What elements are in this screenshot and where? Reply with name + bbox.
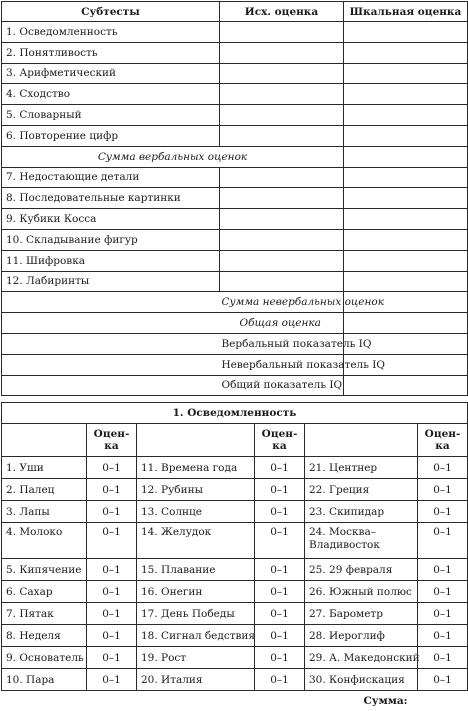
total-score-label: Общая оценка xyxy=(220,313,344,334)
subtest-name: 6. Повторение цифр xyxy=(2,125,220,146)
item-score: 0–1 xyxy=(255,603,305,625)
item-score: 0–1 xyxy=(418,581,468,603)
subtest-name-scaled-cell[interactable] xyxy=(344,271,468,292)
subtest-name: 5. Словарный xyxy=(2,105,220,126)
subtest-row xyxy=(2,167,468,188)
subtest-name-scaled-cell[interactable] xyxy=(344,105,468,126)
iq-label-value-cell[interactable] xyxy=(344,375,468,396)
subtests-body xyxy=(2,22,468,396)
information-item-row xyxy=(2,559,468,581)
summary-blank xyxy=(2,375,220,396)
item-score: 0–1 xyxy=(255,457,305,479)
subtest-name-scaled-cell[interactable] xyxy=(344,229,468,250)
subtest-name-scaled-cell[interactable] xyxy=(344,167,468,188)
item-score: 0–1 xyxy=(418,479,468,501)
subtest-name: 8. Последовательные картинки xyxy=(2,188,220,209)
information-item-row xyxy=(2,669,468,691)
information-body xyxy=(2,403,468,711)
subtest-row xyxy=(2,63,468,84)
subtest-name: 9. Кубики Косса xyxy=(2,209,220,230)
item-score: 0–1 xyxy=(418,669,468,691)
subtest-name-scaled-cell[interactable] xyxy=(344,42,468,63)
subtest-name-raw-cell[interactable] xyxy=(220,22,344,43)
subtest-row xyxy=(2,22,468,43)
iq-label: Общий показатель IQ xyxy=(220,375,344,396)
information-title: 1. Осведомленность xyxy=(2,403,468,424)
summary-row xyxy=(2,313,468,334)
subtest-name-raw-cell[interactable] xyxy=(220,125,344,146)
subtest-row xyxy=(2,271,468,292)
information-item-row xyxy=(2,501,468,523)
item-name: 11. Времена года xyxy=(137,457,255,479)
subtest-row xyxy=(2,125,468,146)
item-name: 29. А. Македонский xyxy=(305,647,418,669)
item-name: 23. Скипидар xyxy=(305,501,418,523)
summary-row xyxy=(2,333,468,354)
item-score: 0–1 xyxy=(87,523,137,559)
item-name: 27. Барометр xyxy=(305,603,418,625)
subtest-name: 4. Сходство xyxy=(2,84,220,105)
subtest-row xyxy=(2,105,468,126)
subtest-name-scaled-cell[interactable] xyxy=(344,22,468,43)
item-name: 2. Палец xyxy=(2,479,87,501)
col-scaled-score: Шкальная оценка xyxy=(344,2,468,22)
subtest-name-raw-cell[interactable] xyxy=(220,63,344,84)
subtest-row xyxy=(2,229,468,250)
item-name: 26. Южный полюс xyxy=(305,581,418,603)
item-name: 25. 29 февраля xyxy=(305,559,418,581)
subtest-name-scaled-cell[interactable] xyxy=(344,188,468,209)
summary-row xyxy=(2,292,468,313)
item-score: 0–1 xyxy=(418,559,468,581)
subtest-name-raw-cell[interactable] xyxy=(220,209,344,230)
subtest-name: 10. Складывание фигур xyxy=(2,229,220,250)
item-name: 3. Лапы xyxy=(2,501,87,523)
item-name: 10. Пара xyxy=(2,669,87,691)
subtests-header-row xyxy=(2,2,468,22)
subtest-name-raw-cell[interactable] xyxy=(220,188,344,209)
item-score: 0–1 xyxy=(87,625,137,647)
verbal-sum-label-value-cell[interactable] xyxy=(344,146,468,167)
subtest-name-scaled-cell[interactable] xyxy=(344,125,468,146)
information-item-row xyxy=(2,479,468,501)
summary-blank xyxy=(2,313,220,334)
summary-blank xyxy=(2,333,220,354)
item-name: 4. Молоко xyxy=(2,523,87,559)
item-score: 0–1 xyxy=(255,647,305,669)
item-name: 7. Пятак xyxy=(2,603,87,625)
subtest-name: 3. Арифметический xyxy=(2,63,220,84)
subtest-row xyxy=(2,209,468,230)
subtest-name-raw-cell[interactable] xyxy=(220,229,344,250)
information-sum-row xyxy=(2,691,468,711)
item-name: 17. День Победы xyxy=(137,603,255,625)
subtest-name-scaled-cell[interactable] xyxy=(344,209,468,230)
item-score: 0–1 xyxy=(255,581,305,603)
item-score: 0–1 xyxy=(87,581,137,603)
subtest-name-raw-cell[interactable] xyxy=(220,105,344,126)
item-name: 6. Сахар xyxy=(2,581,87,603)
item-name: 18. Сигнал бедствия xyxy=(137,625,255,647)
item-score: 0–1 xyxy=(87,669,137,691)
item-name: 14. Желудок xyxy=(137,523,255,559)
item-name: 16. Онегин xyxy=(137,581,255,603)
subtest-name: 11. Шифровка xyxy=(2,250,220,271)
information-item-row xyxy=(2,625,468,647)
item-score: 0–1 xyxy=(418,523,468,559)
subtest-name-scaled-cell[interactable] xyxy=(344,84,468,105)
subtest-name-raw-cell[interactable] xyxy=(220,271,344,292)
subtest-name-scaled-cell[interactable] xyxy=(344,63,468,84)
score-header-3: Оцен-ка xyxy=(418,424,468,457)
information-header-row xyxy=(2,424,468,457)
item-name: 21. Центнер xyxy=(305,457,418,479)
information-subtest-table xyxy=(1,402,468,711)
item-name: 8. Неделя xyxy=(2,625,87,647)
item-score: 0–1 xyxy=(255,559,305,581)
item-header-3 xyxy=(305,424,418,457)
total-score-label-value-cell[interactable] xyxy=(344,313,468,334)
item-score: 0–1 xyxy=(255,501,305,523)
item-name: 9. Основатель xyxy=(2,647,87,669)
summary-row xyxy=(2,375,468,396)
item-score: 0–1 xyxy=(87,559,137,581)
information-title-row xyxy=(2,403,468,424)
information-item-row xyxy=(2,603,468,625)
subtest-name-raw-cell[interactable] xyxy=(220,250,344,271)
verbal-sum-label: Сумма вербальных оценок xyxy=(2,146,344,167)
information-item-row xyxy=(2,523,468,559)
item-header-1 xyxy=(2,424,87,457)
item-score: 0–1 xyxy=(87,647,137,669)
subtest-name: 1. Осведомленность xyxy=(2,22,220,43)
item-score: 0–1 xyxy=(418,603,468,625)
item-name: 22. Греция xyxy=(305,479,418,501)
subtest-name-raw-cell[interactable] xyxy=(220,167,344,188)
information-item-row xyxy=(2,581,468,603)
iq-label: Невербальный показатель IQ xyxy=(220,354,344,375)
subtest-row xyxy=(2,188,468,209)
item-score: 0–1 xyxy=(418,457,468,479)
summary-blank xyxy=(2,292,220,313)
subtest-name: 2. Понятливость xyxy=(2,42,220,63)
item-name: 15. Плавание xyxy=(137,559,255,581)
item-name: 20. Италия xyxy=(137,669,255,691)
nonverbal-sum-label: Сумма невербальных оценок xyxy=(220,292,344,313)
item-name: 1. Уши xyxy=(2,457,87,479)
item-header-2 xyxy=(137,424,255,457)
subtest-name-scaled-cell[interactable] xyxy=(344,250,468,271)
subtest-row xyxy=(2,250,468,271)
item-name: 12. Рубины xyxy=(137,479,255,501)
summary-row xyxy=(2,354,468,375)
subtest-row xyxy=(2,42,468,63)
item-score: 0–1 xyxy=(418,501,468,523)
information-sum-label: Сумма: xyxy=(2,691,468,711)
item-score: 0–1 xyxy=(87,457,137,479)
information-item-row xyxy=(2,647,468,669)
item-name: 30. Конфискация xyxy=(305,669,418,691)
item-score: 0–1 xyxy=(255,669,305,691)
item-score: 0–1 xyxy=(87,603,137,625)
item-name: 13. Солнце xyxy=(137,501,255,523)
summary-row xyxy=(2,146,468,167)
subtest-name: 7. Недостающие детали xyxy=(2,167,220,188)
col-raw-score: Исх. оценка xyxy=(220,2,344,22)
item-score: 0–1 xyxy=(255,479,305,501)
item-score: 0–1 xyxy=(418,647,468,669)
item-name: 19. Рост xyxy=(137,647,255,669)
item-score: 0–1 xyxy=(87,479,137,501)
information-item-row xyxy=(2,457,468,479)
score-header-1: Оцен-ка xyxy=(87,424,137,457)
subtest-row xyxy=(2,84,468,105)
col-subtests: Субтесты xyxy=(2,2,220,22)
item-name: 28. Иероглиф xyxy=(305,625,418,647)
subtests-table xyxy=(1,1,468,396)
subtest-name-raw-cell[interactable] xyxy=(220,84,344,105)
item-score: 0–1 xyxy=(255,625,305,647)
item-score: 0–1 xyxy=(418,625,468,647)
item-score: 0–1 xyxy=(87,501,137,523)
summary-blank xyxy=(2,354,220,375)
score-header-2: Оцен-ка xyxy=(255,424,305,457)
subtest-name: 12. Лабиринты xyxy=(2,271,220,292)
item-name: 24. Москва–Владивосток xyxy=(305,523,418,559)
subtest-name-raw-cell[interactable] xyxy=(220,42,344,63)
item-score: 0–1 xyxy=(255,523,305,559)
iq-label: Вербальный показатель IQ xyxy=(220,333,344,354)
item-name: 5. Кипячение xyxy=(2,559,87,581)
